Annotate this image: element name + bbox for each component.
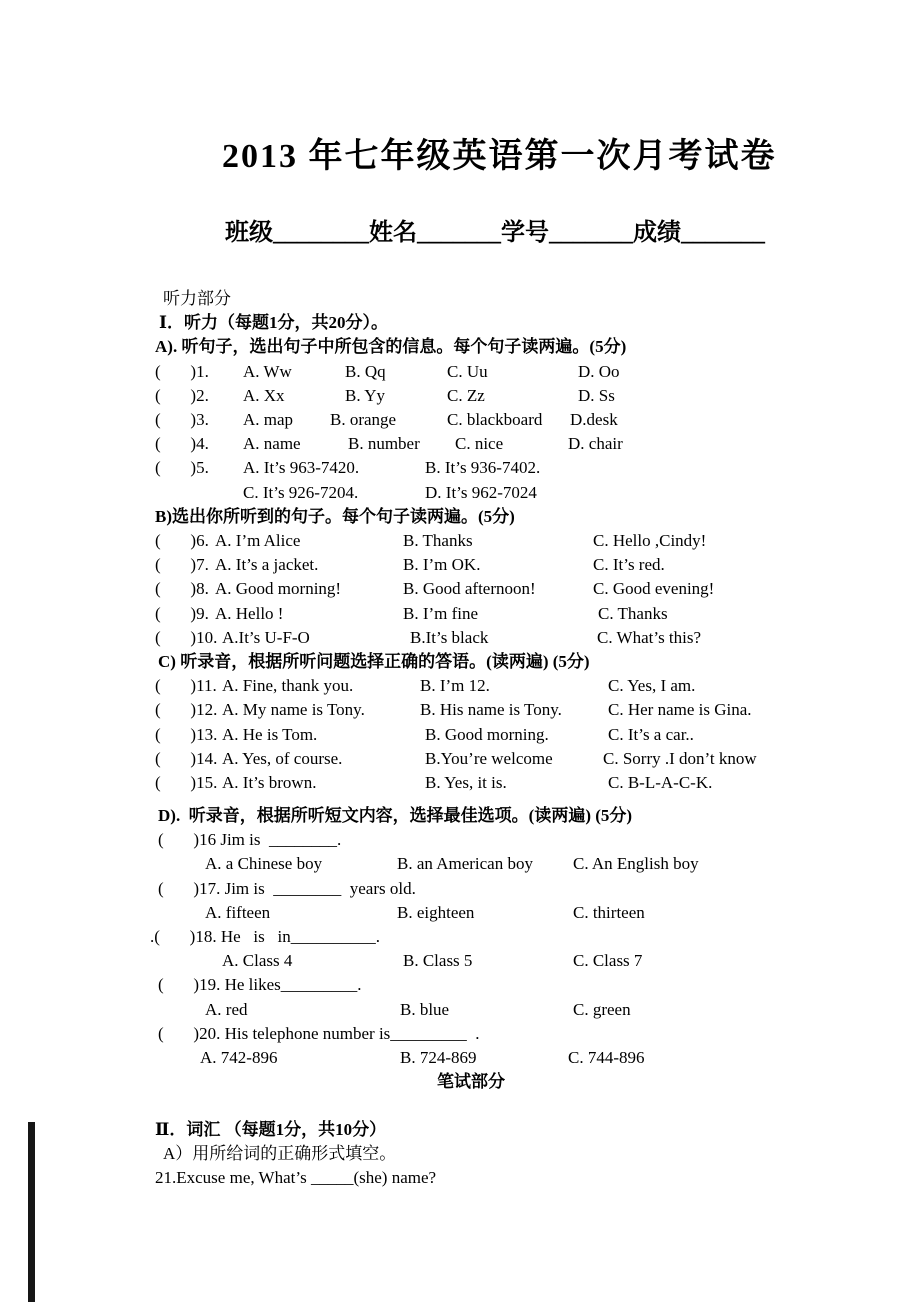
text-segment: C. Thanks	[598, 604, 668, 623]
text-segment: C) 听录音，根据所听问题选择正确的答语。(读两遍) (5分)	[158, 652, 590, 671]
document-line	[0, 408, 920, 432]
document-line	[0, 877, 920, 901]
text-segment: A. red	[205, 1000, 248, 1019]
text-segment: .( )18. He is in__________.	[150, 927, 380, 946]
text-segment: D. chair	[568, 434, 623, 453]
document-line	[0, 674, 920, 698]
student-info-line: 班级________姓名_______学号_______成绩_______	[225, 220, 765, 246]
text-segment: ( )8.	[155, 579, 209, 598]
document-line	[0, 505, 920, 529]
text-segment: ( )9.	[155, 604, 209, 623]
text-segment: B. Yes, it is.	[425, 773, 507, 792]
text-segment: Ⅱ．词汇 （每题1分，共10分）	[155, 1120, 387, 1139]
text-segment: A. Hello !	[215, 604, 284, 623]
document-line	[0, 456, 920, 480]
document-line	[0, 360, 920, 384]
text-segment: C. B-L-A-C-K.	[608, 773, 713, 792]
text-segment: B.You’re welcome	[425, 749, 553, 768]
text-segment: ( )6.	[155, 531, 209, 550]
text-segment: C. Class 7	[573, 951, 643, 970]
text-segment: C. Yes, I am.	[608, 676, 696, 695]
text-segment: A. map	[243, 410, 294, 429]
text-segment: B. Qq	[345, 362, 386, 381]
text-segment: ( )1.	[155, 362, 209, 381]
text-segment: C. Good evening!	[593, 579, 715, 598]
text-segment: A. a Chinese boy	[205, 854, 323, 873]
text-segment: A. fifteen	[205, 903, 271, 922]
text-segment: B. I’m OK.	[403, 555, 481, 574]
text-segment: ( )13.	[155, 725, 218, 744]
text-segment: A. Good morning!	[215, 579, 342, 598]
text-segment: A. Yes, of course.	[222, 749, 343, 768]
document-line	[0, 335, 920, 359]
text-segment: B. It’s 936-7402.	[425, 458, 541, 477]
text-segment: Ⅰ．听力（每题1分，共20分）。	[159, 313, 388, 332]
text-segment: C. It’s a car..	[608, 725, 694, 744]
document-line	[0, 747, 920, 771]
document-line	[0, 1142, 920, 1166]
text-segment: D. Ss	[578, 386, 615, 405]
text-segment: B. I’m fine	[403, 604, 479, 623]
text-segment: A. It’s a jacket.	[215, 555, 319, 574]
text-segment: A. name	[243, 434, 301, 453]
document-line	[0, 698, 920, 722]
document-line	[0, 577, 920, 601]
text-segment: A）用所给词的正确形式填空。	[163, 1144, 397, 1163]
document-line	[0, 311, 920, 335]
text-segment: A. Ww	[243, 362, 292, 381]
document-line	[0, 852, 920, 876]
document-line	[0, 602, 920, 626]
text-segment: B)选出你所听到的句子。每个句子读两遍。(5分)	[155, 507, 515, 526]
document-line	[0, 626, 920, 650]
text-segment: B. eighteen	[397, 903, 475, 922]
text-segment: C. green	[573, 1000, 631, 1019]
text-segment: C. Zz	[447, 386, 485, 405]
text-segment: B. Yy	[345, 386, 385, 405]
text-segment: C. thirteen	[573, 903, 645, 922]
text-segment: D. It’s 962-7024	[425, 483, 537, 502]
document-line	[0, 384, 920, 408]
document-line	[0, 828, 920, 852]
text-segment: C. It’s red.	[593, 555, 665, 574]
document-line	[0, 1166, 920, 1190]
text-segment: C. Sorry .I don’t know	[603, 749, 757, 768]
text-segment: ( )20. His telephone number is_________ .	[158, 1024, 480, 1043]
text-segment: ( )15.	[155, 773, 218, 792]
text-segment: ( )5.	[155, 458, 209, 477]
text-segment: 笔试部分	[437, 1072, 505, 1091]
text-segment: C. An English boy	[573, 854, 699, 873]
text-segment: A. Xx	[243, 386, 285, 405]
document-line	[0, 481, 920, 505]
text-segment: B. Good afternoon!	[403, 579, 536, 598]
text-segment: ( )7.	[155, 555, 209, 574]
text-segment: B. 724-869	[400, 1048, 477, 1067]
text-segment: B. Class 5	[403, 951, 473, 970]
text-segment: B. Thanks	[403, 531, 473, 550]
text-segment: ( )10.	[155, 628, 218, 647]
text-segment: ( )3.	[155, 410, 209, 429]
text-segment: B. His name is Tony.	[420, 700, 562, 719]
text-segment: ( )19. He likes_________.	[158, 975, 362, 994]
document-line	[0, 901, 920, 925]
text-segment: D.desk	[570, 410, 618, 429]
document-line	[0, 973, 920, 997]
text-segment: B. I’m 12.	[420, 676, 490, 695]
document-line	[0, 650, 920, 674]
text-segment: D). 听录音，根据所听短文内容，选择最佳选项。(读两遍) (5分)	[158, 806, 633, 825]
document-line	[0, 529, 920, 553]
document-line	[0, 553, 920, 577]
document-line	[0, 723, 920, 747]
text-segment: 21.Excuse me, What’s _____(she) name?	[155, 1168, 437, 1187]
text-segment: C. Her name is Gina.	[608, 700, 752, 719]
text-segment: B. number	[348, 434, 420, 453]
text-segment: C. It’s 926-7204.	[243, 483, 359, 502]
text-segment: B. blue	[400, 1000, 450, 1019]
document-line	[0, 432, 920, 456]
document-line	[0, 949, 920, 973]
text-segment: A. He is Tom.	[222, 725, 318, 744]
text-segment: C. nice	[455, 434, 504, 453]
text-segment: A). 听句子，选出句子中所包含的信息。每个句子读两遍。(5分)	[155, 337, 627, 356]
page-edge-mark	[28, 1122, 35, 1302]
text-segment: C. blackboard	[447, 410, 543, 429]
text-segment: A. It’s brown.	[222, 773, 317, 792]
text-segment: A. My name is Tony.	[222, 700, 365, 719]
text-segment: ( )4.	[155, 434, 209, 453]
text-segment: ( )17. Jim is ________ years old.	[158, 879, 416, 898]
document-line	[0, 1118, 920, 1142]
document-title: 2013 年七年级英语第一次月考试卷	[222, 138, 777, 175]
text-segment: C. What’s this?	[597, 628, 702, 647]
text-segment: D. Oo	[578, 362, 620, 381]
text-segment: ( )2.	[155, 386, 209, 405]
text-segment: B. Good morning.	[425, 725, 549, 744]
text-segment: ( )11.	[155, 676, 217, 695]
text-segment: ( )12.	[155, 700, 218, 719]
text-segment: A. Fine, thank you.	[222, 676, 354, 695]
document-line	[0, 1022, 920, 1046]
document-line	[0, 1070, 920, 1094]
document-line	[0, 925, 920, 949]
document-line	[0, 287, 920, 311]
text-segment: B. an American boy	[397, 854, 533, 873]
document-line	[0, 804, 920, 828]
text-segment: A. Class 4	[222, 951, 293, 970]
text-segment: A. I’m Alice	[215, 531, 301, 550]
text-segment: 听力部分	[163, 289, 231, 308]
text-segment: C. Uu	[447, 362, 488, 381]
text-segment: B.It’s black	[410, 628, 489, 647]
document-line	[0, 998, 920, 1022]
text-segment: A.It’s U-F-O	[222, 628, 310, 647]
text-segment: C. Hello ,Cindy!	[593, 531, 707, 550]
text-segment: A. 742-896	[200, 1048, 278, 1067]
text-segment: ( )16 Jim is ________.	[158, 830, 342, 849]
text-segment: B. orange	[330, 410, 397, 429]
text-segment: ( )14.	[155, 749, 218, 768]
text-segment: A. It’s 963-7420.	[243, 458, 360, 477]
document-line	[0, 1046, 920, 1070]
text-segment: C. 744-896	[568, 1048, 645, 1067]
document-line	[0, 771, 920, 795]
